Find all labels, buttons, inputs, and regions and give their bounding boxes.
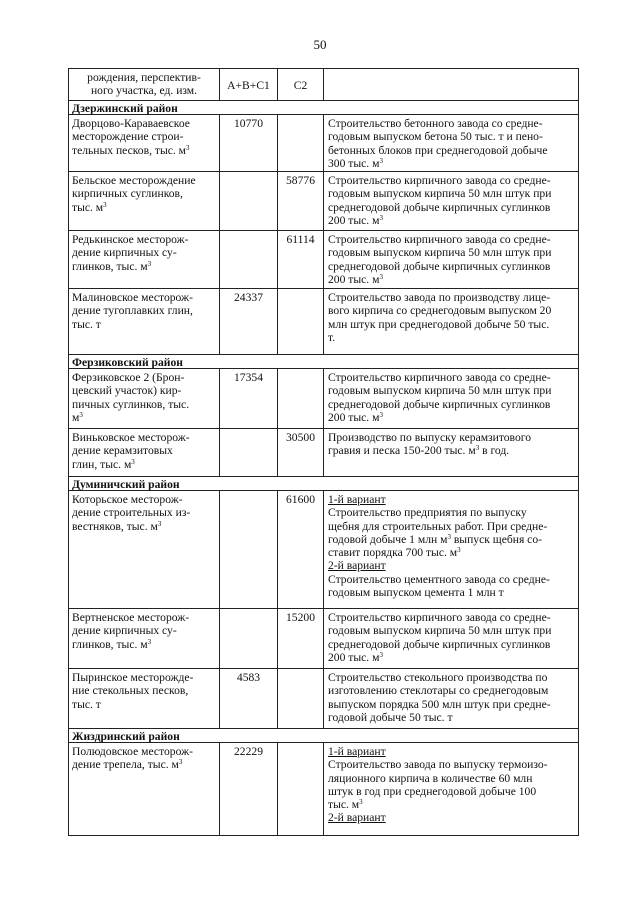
- reserve-abc1: 4583: [236, 671, 261, 684]
- deposit-name-cell: [68, 172, 220, 231]
- table-row: [68, 609, 579, 669]
- district-heading: Думиничский район: [68, 477, 579, 491]
- c2-cell: [278, 669, 324, 729]
- table-row: [68, 669, 579, 729]
- header-deposit-name: рождения, перспектив- ного участка, ед. изм.: [87, 71, 201, 98]
- deposit-name-cell: [68, 743, 220, 836]
- variant-label: 1-й вариант: [328, 745, 386, 758]
- deposit-name: Полюдовское месторож- дение трепела, тыс. $м^3$: [72, 745, 193, 772]
- notes-cell: [324, 743, 579, 836]
- reserve-abc1: 24337: [234, 291, 263, 304]
- abc1-cell: [220, 491, 278, 609]
- notes-cell: [324, 172, 579, 231]
- reserve-abc1: [220, 172, 277, 174]
- notes-cell: [324, 609, 579, 669]
- deposit-name-cell: [68, 369, 220, 429]
- reserve-c2: [278, 669, 323, 671]
- abc1-cell: [220, 172, 278, 231]
- abc1-cell: [220, 429, 278, 477]
- development-proposal: [324, 289, 578, 344]
- table-row: [68, 172, 579, 231]
- abc1-cell: [220, 609, 278, 669]
- c2-cell: [278, 231, 324, 289]
- district-row: [68, 477, 579, 491]
- notes-cell: [324, 115, 579, 172]
- header-notes: [324, 68, 578, 71]
- reserve-abc1: [220, 429, 277, 431]
- reserve-c2: [278, 743, 323, 745]
- table-row: [68, 231, 579, 289]
- district-row: [68, 355, 579, 369]
- variant-label: 1-й вариант: [328, 493, 386, 506]
- reserve-c2: 15200: [286, 611, 315, 624]
- deposit-name: Бельское месторождение кирпичных суглинков, тыс. $м^3$: [72, 174, 196, 214]
- header-deposit-name-cell: [68, 68, 220, 101]
- development-proposal: [324, 743, 578, 825]
- proposal-text: Строительство кирпичного завода со средне- годовым выпуском кирпича 50 млн штук при среднегодовой добыче кирпичных суглинков 200 тыс. $м^3$: [328, 233, 552, 286]
- reserve-abc1: [220, 231, 277, 233]
- development-proposal: [324, 609, 578, 664]
- deposit-name: Редькинское месторож- дение кирпичных су- глинков, тыс. $м^3$: [72, 233, 189, 273]
- reserve-abc1: [220, 609, 277, 611]
- deposit-name: Пыринское месторожде- ние стекольных песков, тыс. т: [72, 671, 194, 711]
- notes-cell: [324, 491, 579, 609]
- deposit-name: Которьское месторож- дение строительных из- вестняков, тыс. $м^3$: [72, 493, 191, 533]
- page-number: 50: [313, 37, 327, 52]
- reserve-abc1: 10770: [234, 117, 263, 130]
- table-row: [68, 429, 579, 477]
- notes-cell: [324, 289, 579, 355]
- deposit-name-cell: [68, 115, 220, 172]
- development-proposal: [324, 669, 578, 724]
- reserve-c2: 61600: [286, 493, 315, 506]
- deposit-name-cell: [68, 289, 220, 355]
- c2-cell: [278, 429, 324, 477]
- c2-cell: [278, 289, 324, 355]
- notes-cell: [324, 369, 579, 429]
- proposal-text: Строительство кирпичного завода со средне- годовым выпуском кирпича 50 млн штук при среднегодовой добыче кирпичных суглинков 200 тыс. $м^3$: [328, 371, 552, 424]
- proposal-text: Строительство бетонного завода со средне- годовым выпуском бетона 50 тыс. т и пено- бетонных блоков при среднегодовой добыче 300 тыс. $м^3$: [328, 117, 548, 170]
- district-row: [68, 729, 579, 743]
- notes-cell: [324, 429, 579, 477]
- header-abc1-cell: [220, 68, 278, 101]
- development-proposal: [324, 172, 578, 227]
- deposit-name: Вертненское месторож- дение кирпичных су- глинков, тыс. $м^3$: [72, 611, 190, 651]
- reserve-c2: 58776: [286, 174, 315, 187]
- abc1-cell: [220, 743, 278, 836]
- proposal-text: Строительство кирпичного завода со средне- годовым выпуском кирпича 50 млн штук при среднегодовой добыче кирпичных суглинков 200 тыс. $м^3$: [328, 611, 552, 664]
- reserve-c2: [278, 289, 323, 291]
- proposal-text: Строительство стекольного производства по изготовлению стеклотары со среднегодовым выпуском порядка 500 млн штук при средне- годовой добыче 50 тыс. т: [328, 671, 551, 724]
- development-proposal: [324, 429, 578, 458]
- c2-cell: [278, 491, 324, 609]
- proposal-text: Производство по выпуску керамзитового гравия и песка 150-200 тыс. $м^3$ в год.: [328, 431, 532, 458]
- deposit-name: Малиновское месторож- дение тугоплавких глин, тыс. т: [72, 291, 193, 331]
- abc1-cell: [220, 289, 278, 355]
- proposal-text: Строительство цементного завода со средне- годовым выпуском цемента 1 млн т: [328, 572, 550, 600]
- c2-cell: [278, 743, 324, 836]
- table-row: [68, 115, 579, 172]
- notes-cell: [324, 231, 579, 289]
- district-heading: Ферзиковский район: [68, 355, 579, 369]
- proposal-text: Строительство кирпичного завода со средне- годовым выпуском кирпича 50 млн штук при среднегодовой добыче кирпичных суглинков 200 тыс. $м^3$: [328, 174, 552, 227]
- reserve-abc1: [220, 491, 277, 493]
- header-c2-cell: [278, 68, 324, 101]
- deposit-name: Виньковское месторож- дение керамзитовых глин, тыс. $м^3$: [72, 431, 190, 471]
- reserve-c2: 30500: [286, 431, 315, 444]
- development-proposal: [324, 231, 578, 286]
- notes-cell: [324, 669, 579, 729]
- reserve-abc1: 17354: [234, 371, 263, 384]
- deposit-name-cell: [68, 429, 220, 477]
- variant-label: 2-й вариант: [328, 559, 386, 573]
- header-c2: C2: [293, 79, 308, 92]
- deposit-name-cell: [68, 609, 220, 669]
- c2-cell: [278, 115, 324, 172]
- c2-cell: [278, 172, 324, 231]
- deposit-name: Дворцово-Караваевское месторождение строи- тельных песков, тыс. $м^3$: [72, 117, 190, 157]
- abc1-cell: [220, 231, 278, 289]
- development-proposal: [324, 369, 578, 424]
- abc1-cell: [220, 115, 278, 172]
- proposal-text: Строительство завода по выпуску термоизо- ляционного кирпича в количестве 60 млн штук в год при среднегодовой добыче 100 тыс. $м^3$: [328, 758, 548, 812]
- header-abc1: A+B+C1: [227, 79, 270, 92]
- district-heading: Дзержинский район: [68, 101, 579, 115]
- proposal-text: Строительство предприятия по выпуску щебня для строительных работ. При средне- годовой добыче 1 млн $м^3$ выпуск щебня со- ставит порядка 700 тыс. $м^3$: [328, 506, 548, 560]
- deposit-name-cell: [68, 669, 220, 729]
- table-row: [68, 369, 579, 429]
- table-row: [68, 289, 579, 355]
- table-row: [68, 491, 579, 609]
- header-notes-cell: [324, 68, 579, 101]
- development-proposal: [324, 491, 578, 599]
- c2-cell: [278, 609, 324, 669]
- district-row: [68, 101, 579, 115]
- abc1-cell: [220, 369, 278, 429]
- reserve-c2: 61114: [286, 233, 315, 246]
- district-heading: Жиздринский район: [68, 729, 579, 743]
- deposit-name: Ферзиковское 2 (Брон- цевский участок) кир- пичных суглинков, тыс. $м^3$: [72, 371, 190, 424]
- deposit-name-cell: [68, 491, 220, 609]
- variant-label: 2-й вариант: [328, 811, 386, 825]
- proposal-text: Строительство завода по производству лице- вого кирпича со среднегодовым выпуском 20 млн штук при среднегодовой добыче 50 тыс. т.: [328, 291, 552, 344]
- table-header-row: [68, 68, 579, 101]
- reserve-c2: [278, 115, 323, 117]
- c2-cell: [278, 369, 324, 429]
- reserve-abc1: 22229: [234, 745, 263, 758]
- reserve-c2: [278, 369, 323, 371]
- deposit-name-cell: [68, 231, 220, 289]
- abc1-cell: [220, 669, 278, 729]
- development-proposal: [324, 115, 578, 170]
- table-row: [68, 743, 579, 836]
